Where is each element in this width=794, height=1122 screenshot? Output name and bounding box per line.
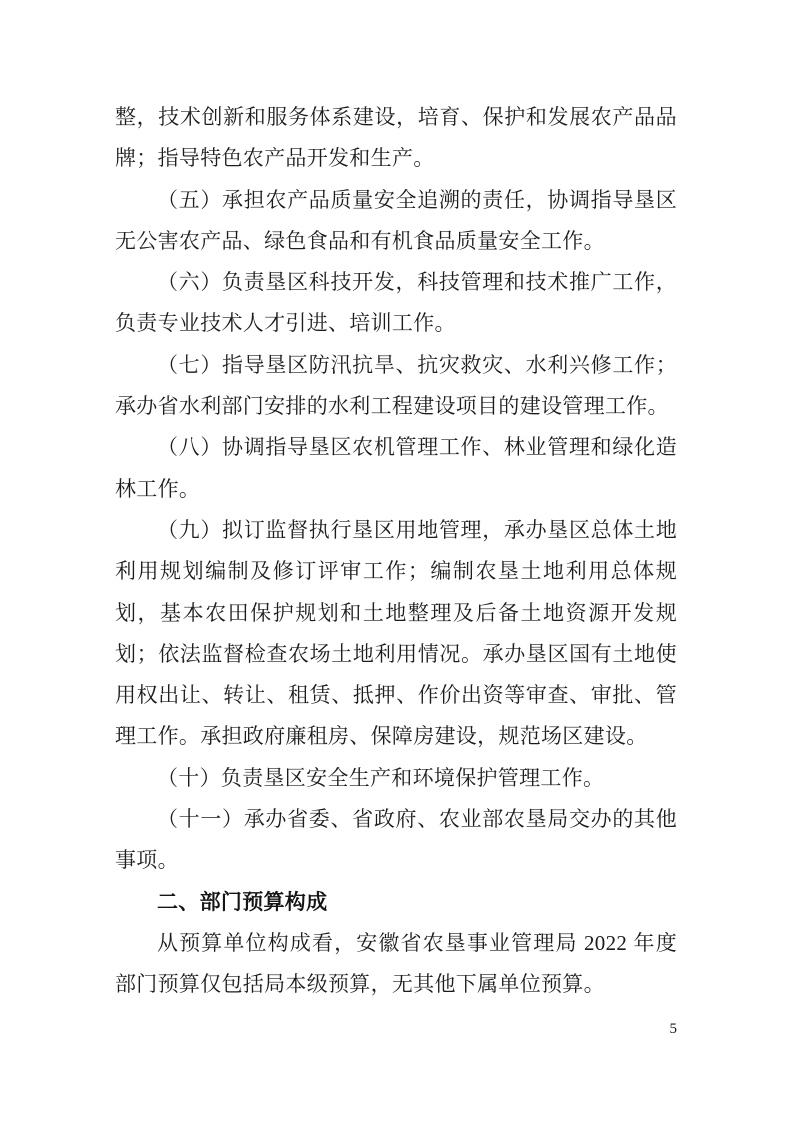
paragraph: （六）负责垦区科技开发，科技管理和技术推广工作，负责专业技术人才引进、培训工作。 [115,270,677,336]
paragraph: （十）负责垦区安全生产和环境保护管理工作。 [157,765,605,790]
paragraph: （八）协调指导垦区农机管理工作、林业管理和绿化造林工作。 [115,435,677,501]
paragraph: 整，技术创新和服务体系建设，培育、保护和发展农产品品牌；指导特色农产品开发和生产。 [115,105,677,171]
paragraph: （九）拟订监督执行垦区用地管理，承办垦区总体土地利用规划编制及修订评审工作；编制农垦土地利用总体规划，基本农田保护规划和土地整理及后备土地资源开发规划；依法监督检查农场土地利用情况。承办垦区国有土地使用权出让、转让、租赁、抵押、作价出资等审查、审批、管理工作。承担政府廉租房、保障房建设，规范场区建设。 [115,517,677,749]
document-body [115,97,677,1006]
page-number: 5 [669,1021,677,1037]
paragraph: （五）承担农产品质量安全追溯的责任，协调指导垦区无公害农产品、绿色食品和有机食品质量安全工作。 [115,187,677,253]
paragraph: 从预算单位构成看，安徽省农垦事业管理局 2022 年度部门预算仅包括局本级预算，无其他下属单位预算。 [115,930,677,997]
section-heading: 二、部门预算构成 [157,890,328,914]
paragraph: （七）指导垦区防汛抗旱、抗灾救灾、水利兴修工作；承办省水利部门安排的水利工程建设项目的建设管理工作。 [115,352,677,419]
paragraph: （十一）承办省委、省政府、农业部农垦局交办的其他事项。 [115,807,677,873]
